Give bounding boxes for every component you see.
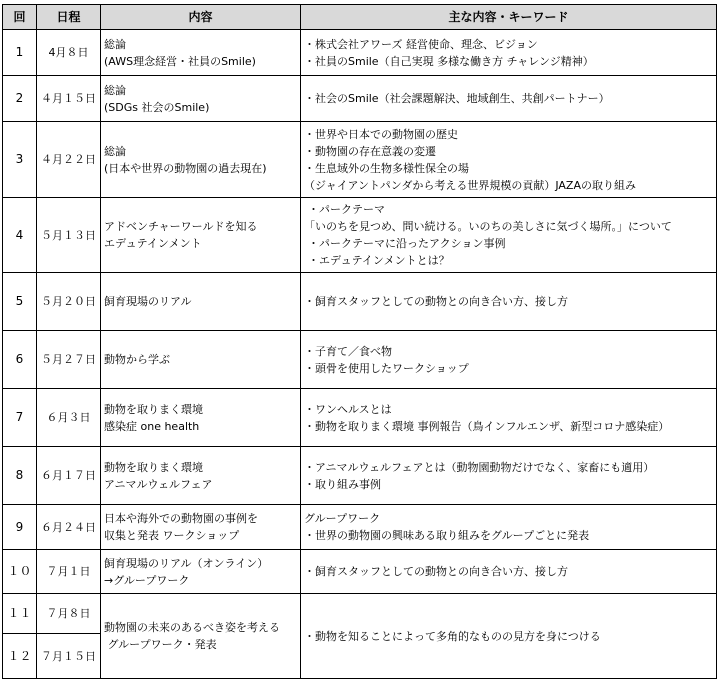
session-date: 4月８日 [37, 30, 101, 76]
keyword-line: ・取り組み事例 [304, 477, 381, 491]
keyword-line: （ジャイアントパンダから考える世界規模の貢献）JAZAの取り組み [304, 178, 636, 192]
table-row [3, 76, 717, 122]
session-keywords [301, 447, 717, 505]
session-date: ６月３日 [37, 389, 101, 447]
session-number: １１ [3, 594, 37, 634]
keyword-line: ・飼育スタッフとしての動物との向き合い方、接し方 [304, 565, 568, 578]
session-number: 1 [3, 30, 37, 76]
keyword-line: ・パークテーマに沿ったアクション事例 [308, 237, 506, 250]
session-keywords [301, 389, 717, 447]
keyword-line: ・アニマルウェルフェアとは（動物園動物だけでなく、家畜にも適用） [304, 460, 655, 474]
session-date: ６月２４日 [37, 505, 101, 550]
keyword-line: ・動物園の存在意義の変遷 [304, 144, 436, 158]
header-row [3, 5, 717, 30]
session-number: 6 [3, 331, 37, 389]
session-number: 8 [3, 447, 37, 505]
content-line: 飼育現場のリアル（オンライン） [104, 556, 269, 570]
content-line: グループワーク・発表 [104, 638, 217, 651]
session-content [101, 273, 301, 331]
session-keywords [301, 331, 717, 389]
keyword-line: ・株式会社アワーズ 経営使命、理念、ビジョン [304, 37, 538, 51]
session-content [101, 505, 301, 550]
keyword-line: ・飼育スタッフとしての動物との向き合い方、接し方 [304, 295, 568, 308]
session-content [101, 389, 301, 447]
content-line: 動物を取りまく環境 [104, 402, 203, 416]
content-line: 収集と発表 ワークショップ [104, 529, 240, 542]
table-row [3, 30, 717, 76]
session-date: ６月１７日 [37, 447, 101, 505]
table-row [3, 550, 717, 594]
keyword-line: ・子育て／食べ物 [304, 344, 392, 358]
content-line: 動物から学ぶ [104, 353, 170, 366]
keyword-line: 「いのちを見つめ、問い続ける。いのちの美しさに気づく場所。」について [304, 220, 672, 233]
table-row [3, 331, 717, 389]
session-keywords [301, 273, 717, 331]
session-content [101, 331, 301, 389]
session-number: 2 [3, 76, 37, 122]
table-row [3, 505, 717, 550]
session-content [101, 550, 301, 594]
keyword-line: ・ワンヘルスとは [304, 402, 392, 416]
table-row [3, 273, 717, 331]
content-line: エデュテインメント [104, 237, 202, 250]
content-line: 動物を取りまく環境 [104, 460, 203, 474]
content-line: 感染症 one health [104, 419, 200, 433]
keyword-line: ・社員のSmile（自己実現 多様な働き方 チャレンジ精神） [304, 54, 594, 68]
session-keywords [301, 30, 717, 76]
content-line: 飼育現場のリアル [104, 295, 192, 308]
session-date: ７月１５日 [37, 634, 101, 679]
content-line: アドベンチャーワールドを知る [104, 220, 258, 233]
session-keywords [301, 505, 717, 550]
table-row [3, 447, 717, 505]
session-content [101, 447, 301, 505]
header-date: 日程 [37, 5, 101, 30]
header-no: 回 [3, 5, 37, 30]
keyword-line: ・生息域外の生物多様性保全の場 [304, 161, 469, 175]
session-number: １０ [3, 550, 37, 594]
keyword-line: ・動物を知ることによって多角的なものの見方を身につける [304, 629, 601, 643]
keyword-line: ・エデュテインメントとは？ [308, 254, 450, 267]
content-line: (AWS理念経営・社員のSmile) [104, 54, 256, 68]
table-row [3, 198, 717, 273]
session-date: ５月２７日 [37, 331, 101, 389]
content-line: 日本や海外での動物園の事例を [104, 512, 258, 525]
session-keywords [301, 76, 717, 122]
table-row [3, 122, 717, 198]
session-number: 3 [3, 122, 37, 198]
session-number: 9 [3, 505, 37, 550]
keyword-line: ・動物を取りまく環境 事例報告（鳥インフルエンザ、新型コロナ感染症） [304, 419, 670, 433]
session-date: ４月２２日 [37, 122, 101, 198]
session-number: 7 [3, 389, 37, 447]
session-number: 4 [3, 198, 37, 273]
session-number: 5 [3, 273, 37, 331]
session-keywords [301, 122, 717, 198]
header-content: 内容 [101, 5, 301, 30]
keyword-line: ・社会のSmile（社会課題解決、地域創生、共創パートナー） [304, 92, 610, 105]
content-line: 総論 [104, 83, 126, 97]
session-keywords [301, 198, 717, 273]
keyword-line: ・世界の動物園の興味ある取り組みをグループごとに発表 [304, 529, 590, 542]
session-keywords [301, 550, 717, 594]
session-content [101, 198, 301, 273]
content-line: 総論 [104, 37, 126, 51]
content-line: アニマルウェルフェア [104, 477, 213, 491]
session-date: ５月１３日 [37, 198, 101, 273]
table-row [3, 389, 717, 447]
keyword-line: ・パークテーマ [308, 203, 385, 216]
session-date: ７月１日 [37, 550, 101, 594]
header-keywords: 主な内容・キーワード [301, 5, 717, 30]
keyword-line: グループワーク [304, 512, 381, 525]
content-line: 動物園の未来のあるべき姿を考える [104, 621, 280, 634]
keyword-line: ・頭骨を使用したワークショップ [304, 361, 469, 375]
session-date: ７月８日 [37, 594, 101, 634]
session-content [101, 122, 301, 198]
content-line: (日本や世界の動物園の過去現在) [104, 161, 267, 175]
content-line: 総論 [104, 144, 126, 158]
schedule-table [2, 4, 717, 679]
session-content [101, 30, 301, 76]
session-date: ５月２０日 [37, 273, 101, 331]
session-content [101, 76, 301, 122]
keyword-line: ・世界や日本での動物園の歴史 [304, 127, 458, 141]
table-row [3, 594, 717, 634]
session-date: ４月１５日 [37, 76, 101, 122]
session-number: １２ [3, 634, 37, 679]
content-line: →グループワーク [104, 573, 190, 587]
content-line: (SDGs 社会のSmile) [104, 100, 210, 114]
